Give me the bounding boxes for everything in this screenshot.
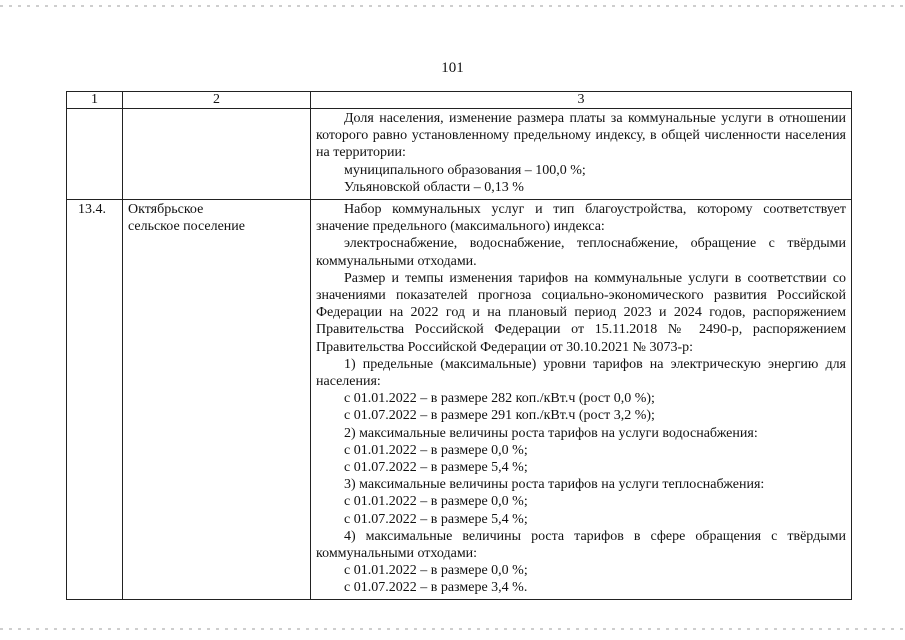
table-row-13-4 <box>67 200 852 600</box>
row-number-cell <box>67 109 123 200</box>
page-number: 101 <box>441 60 464 76</box>
table-row-continuation <box>67 109 852 200</box>
paragraph: Размер и темпы изменения тарифов на коммунальные услуги в соответствии со значениями показателей прогноза социально-экономического развития Российской Федерации на 2022 год и на плановый период 2023 и 2024 годов, распоряжением Правительства Российской Федерации от 15.11.2018 № 2490-р, распоряжением Правительства Российской Федерации от 30.10.2021 № 3073-р: <box>316 270 846 355</box>
paragraph: с 01.01.2022 – в размере 282 коп./кВт.ч (рост 0,0 %); <box>344 391 655 407</box>
paragraph: с 01.01.2022 – в размере 0,0 %; <box>344 563 528 579</box>
paragraph: с 01.07.2022 – в размере 3,4 %. <box>344 580 528 596</box>
description-cell <box>311 109 852 200</box>
settlement-name-line: сельское поселение <box>128 219 245 235</box>
paragraph: с 01.01.2022 – в размере 0,0 %; <box>344 442 528 458</box>
paragraph: муниципального образования – 100,0 %; <box>344 162 586 178</box>
paragraph: 4) максимальные величины роста тарифов в сфере обращения с твёрдыми коммунальными отходами: <box>316 528 846 562</box>
settlement-name-cell <box>123 200 311 600</box>
paragraph: с 01.01.2022 – в размере 0,0 %; <box>344 494 528 510</box>
header-cell-1: 1 <box>67 92 123 109</box>
scan-edge-bottom <box>0 628 905 630</box>
paragraph: Доля населения, изменение размера платы за коммунальные услуги в отношении которого равно установленному предельному индексу, в общей численности населения на территории: <box>316 111 846 161</box>
paragraph: с 01.07.2022 – в размере 5,4 %; <box>344 511 528 527</box>
description-cell <box>311 200 852 600</box>
paragraph: с 01.07.2022 – в размере 291 коп./кВт.ч (рост 3,2 %); <box>344 408 655 424</box>
settlement-name-line: Октябрьское <box>128 202 204 218</box>
paragraph: 3) максимальные величины роста тарифов на услуги теплоснабжения: <box>344 477 765 493</box>
header-cell-2: 2 <box>123 92 311 109</box>
paragraph: с 01.07.2022 – в размере 5,4 %; <box>344 460 528 476</box>
table-header-row <box>67 92 852 109</box>
paragraph: электроснабжение, водоснабжение, теплоснабжение, обращение с твёрдыми коммунальными отходами. <box>316 236 846 269</box>
header-cell-3: 3 <box>311 92 852 109</box>
row-number-cell: 13.4. <box>67 200 123 600</box>
tariff-table <box>66 91 852 600</box>
settlement-name-cell <box>123 109 311 200</box>
paragraph: Ульяновской области – 0,13 % <box>344 179 524 195</box>
paragraph: 2) максимальные величины роста тарифов на услуги водоснабжения: <box>344 425 758 441</box>
paragraph: Набор коммунальных услуг и тип благоустройства, которому соответствует значение предельного (максимального) индекса: <box>316 202 846 235</box>
paragraph: 1) предельные (максимальные) уровни тарифов на электрическую энергию для населения: <box>316 356 846 390</box>
scan-edge-top <box>0 5 905 7</box>
